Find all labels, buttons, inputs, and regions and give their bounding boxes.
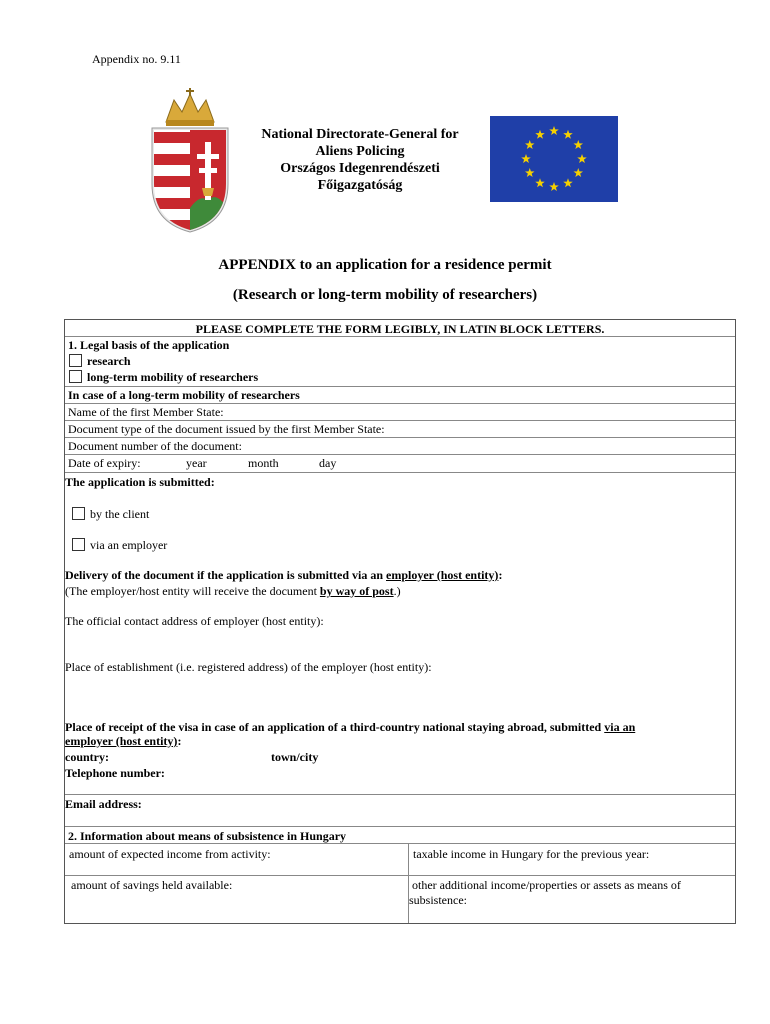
delivery-heading-employer: employer (host entity) [386,568,499,582]
contact-address-field[interactable]: The official contact address of employer (host entity): [65,614,324,628]
legal-basis-option-research[interactable] [69,354,131,368]
mobility-checkbox[interactable] [69,370,82,383]
subsistence-heading: 2. Information about means of subsistence in Hungary [68,829,347,843]
visa-heading-employer: employer (host entity) [65,734,178,748]
authority-hu-line-2: Főigazgatóság [317,178,403,193]
document-title: APPENDIX to an application for a residence permit [218,257,552,273]
visa-town-field[interactable]: town/city [271,750,319,764]
visa-heading-colon: : [177,734,182,748]
submitted-by-client-option[interactable] [72,507,149,521]
document-number-field[interactable]: Document number of the document: [68,439,242,453]
savings-field[interactable]: amount of savings held available: [71,878,233,892]
expiry-day-field[interactable]: day [319,456,337,470]
research-checkbox[interactable] [69,354,82,367]
authority-hu-line-1: Országos Idegenrendészeti [280,161,440,176]
legal-basis-heading: 1. Legal basis of the application [68,338,230,352]
first-member-state-field[interactable]: Name of the first Member State: [68,405,224,419]
mobility-label: long-term mobility of researchers [87,370,259,384]
other-income-field-line-1[interactable]: other additional income/properties or assets as means of [412,878,681,892]
visa-country-field[interactable]: country: [65,750,109,764]
delivery-note-post: by way of post [319,584,394,598]
mobility-heading: In case of a long-term mobility of researchers [68,388,300,402]
delivery-heading-text: Delivery of the document if the application is submitted via an [65,568,386,582]
authority-en-line-2: Aliens Policing [315,144,405,159]
expiry-year-field[interactable]: year [186,456,207,470]
appendix-number: Appendix no. 9.11 [92,52,181,66]
establishment-address-field[interactable]: Place of establishment (i.e. registered address) of the employer (host entity): [65,660,432,674]
hungarian-coat-of-arms-icon [144,88,236,234]
delivery-heading [65,568,502,582]
issuing-authority [240,126,480,194]
delivery-heading-colon: : [498,568,503,582]
expected-income-field[interactable]: amount of expected income from activity: [69,847,271,861]
authority-en-line-1: National Directorate-General for [261,127,459,142]
application-form [64,319,736,924]
visa-place-heading-line-2 [65,734,181,748]
delivery-note-text: (The employer/host entity will receive the document [65,584,320,598]
taxable-income-field[interactable]: taxable income in Hungary for the previous year: [413,847,650,861]
telephone-field[interactable]: Telephone number: [65,766,165,780]
submitted-via-employer-option[interactable] [72,538,167,552]
employer-label: via an employer [90,538,168,552]
visa-heading-text: Place of receipt of the visa in case of an application of a third-country national staying abroad, submitted [65,720,605,734]
visa-place-heading-line-1 [65,720,635,734]
client-label: by the client [90,507,150,521]
document-subtitle: (Research or long-term mobility of researchers) [232,287,538,303]
expiry-month-field[interactable]: month [248,456,279,470]
visa-heading-via: via an [604,720,636,734]
form-instruction: PLEASE COMPLETE THE FORM LEGIBLY, IN LATIN BLOCK LETTERS. [195,322,605,336]
email-field[interactable]: Email address: [65,797,142,811]
delivery-note-end: .) [393,584,401,598]
other-income-field-line-2: subsistence: [409,893,467,907]
employer-checkbox[interactable] [72,538,85,551]
legal-basis-option-mobility[interactable] [69,370,258,384]
eu-flag-icon [490,116,618,202]
document-type-field[interactable]: Document type of the document issued by the first Member State: [68,422,385,436]
submission-heading: The application is submitted: [65,475,215,489]
client-checkbox[interactable] [72,507,85,520]
expiry-date-label: Date of expiry: [68,456,141,470]
research-label: research [87,354,131,368]
delivery-note [65,584,401,598]
